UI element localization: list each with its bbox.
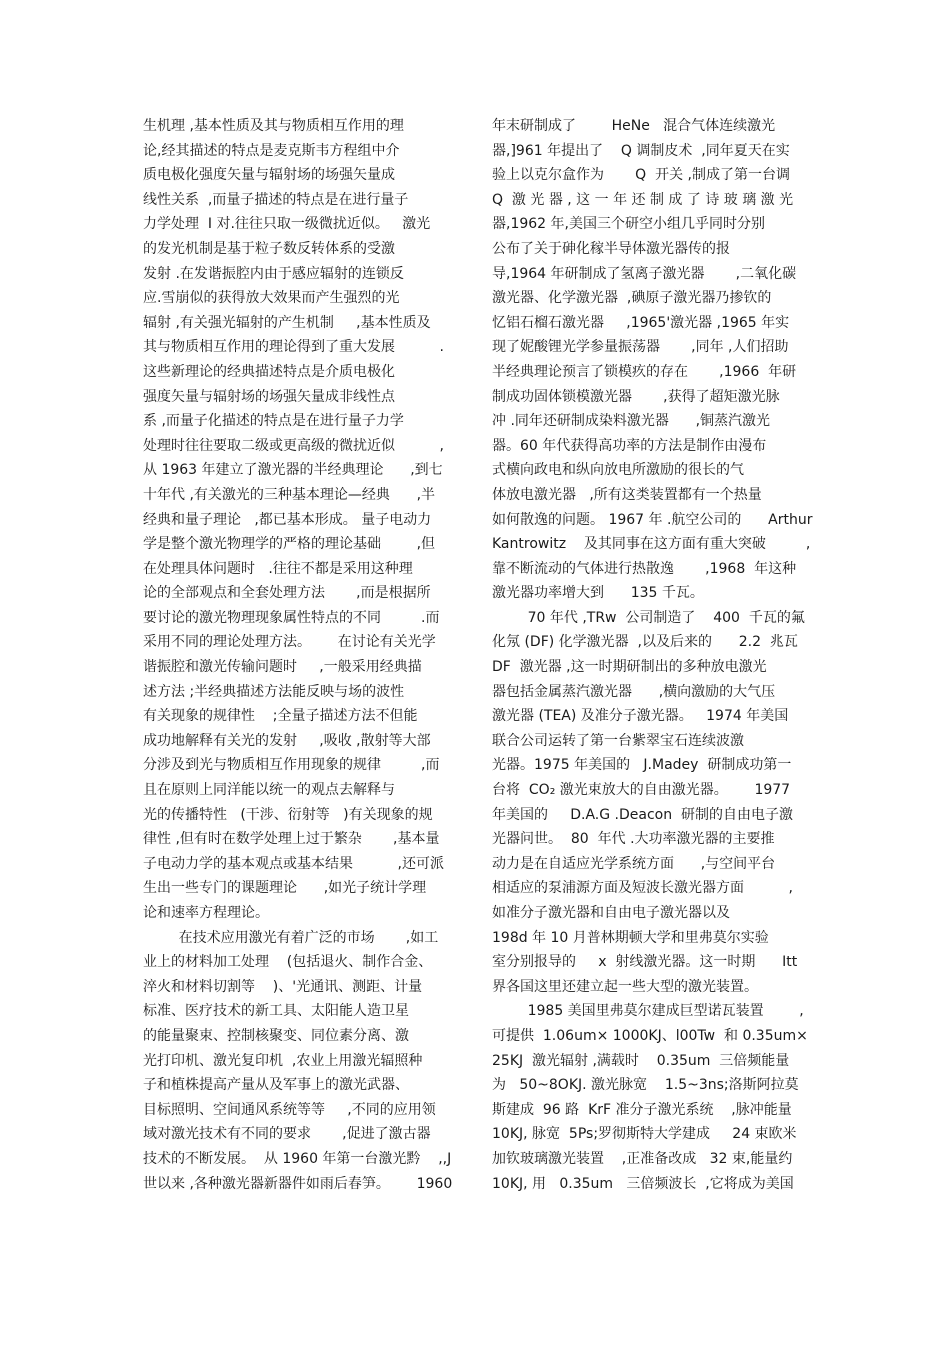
left-column-text-line: 线性关系 ,而量子描述的特点是在进行量子 xyxy=(143,191,409,208)
right-column-text-line: 光器问世。 80 年代 .大功率激光器的主要推 xyxy=(492,831,775,848)
right-column-text-line: 制成功固体锁模激光器 ,获得了超矩激光脉 xyxy=(492,388,780,405)
left-column-text-line: 十年代 ,有关激光的三种基本理论—经典 ,半 xyxy=(143,486,436,503)
left-column-text-line: 系 ,而量子化描述的特点是在进行量子力学 xyxy=(143,413,404,430)
left-column-text-line: 技术的不断发展。 从 1960 年第一台激光黔 ,,J xyxy=(143,1150,452,1167)
left-column-text-line: 生出一些专门的课题理论 ,如光子统计学理 xyxy=(143,880,427,897)
left-column-text-line: 律性 ,但有时在数学处理上过于繁杂 ,基本量 xyxy=(143,831,440,848)
right-column-text-line: 联合公司运转了第一台紫翠宝石连续波激 xyxy=(492,732,744,749)
left-column-text-line: 处理时往往要取二级或更高级的微扰近似 , xyxy=(143,437,444,454)
right-column-text-line: 冲 .同年还研制成染料激光器 ,铜蒸汽激光 xyxy=(492,413,771,430)
right-column-text-line: 忆铝石榴石激光器 ,1965'激光器 ,1965 年实 xyxy=(492,314,790,331)
right-column-text-line: 相适应的泵浦源方面及短波长激光器方面 , xyxy=(492,880,793,897)
left-column-text-line: 发射 .在发谐振腔内由于感应辐射的连锁反 xyxy=(143,265,404,282)
right-column-text-line: 器,]961 年提出了 Q 调制皮术 ,同年夏天在实 xyxy=(492,142,790,159)
right-column-text-line: 激光器、化学激光器 ,碘原子激光器乃掺钦的 xyxy=(492,290,772,307)
right-column-text-line: 验上以克尔盒作为 Q 开关 ,制成了第一台调 xyxy=(492,167,790,184)
left-column-text-line: 从 1963 年建立了激光器的半经典理论 ,到七 xyxy=(143,462,443,479)
left-column-text-line: 学是整个激光物理学的严格的理论基础 ,但 xyxy=(143,536,436,553)
left-column-text-line: 成功地解释有关光的发射 ,吸收 ,散射等大部 xyxy=(143,732,431,749)
left-column-text-line: 子和植株提高产量从及军事上的激光武器、 xyxy=(143,1077,409,1094)
right-column-text-line: 体放电激光器 ,所有这类装置都有一个热量 xyxy=(492,486,762,503)
left-column-text-line: 在处理具体问题时 .往往不都是采用这种理 xyxy=(143,560,413,577)
right-column-text-line: 如准分子激光器和自由电子激光器以及 xyxy=(492,905,730,921)
left-column-text-line: 论,经其描述的特点是麦克斯韦方程组中介 xyxy=(143,142,400,159)
right-column-text-line: 70 年代 ,TRw 公司制造了 400 千瓦的氟 xyxy=(492,609,805,626)
right-column-text-line: 现了妮酸锂光学参量振荡器 ,同年 ,人们招助 xyxy=(492,339,789,356)
left-column-text-line: 的发光机制是基于粒子数反转体系的受激 xyxy=(143,240,395,257)
right-text-column xyxy=(492,114,813,1196)
left-column-text-line: 质电极化强度矢量与辐射场的场强矢量成 xyxy=(143,167,395,184)
right-column-text-line: 动力是在自适应光学系统方面 ,与空间平台 xyxy=(492,855,776,872)
right-column-text-line: 台将 CO₂ 激光束放大的自由激光器。 1977 xyxy=(492,782,791,799)
left-text-column xyxy=(143,114,461,1196)
left-column-text-line: 采用不同的理论处理方法。 在讨论有关光学 xyxy=(143,634,436,651)
right-column-text-line: 器。60 年代获得高功率的方法是制作由漫布 xyxy=(492,437,767,454)
right-column-text-line: DF 激光器 ,这一时期研制出的多种放电激光 xyxy=(492,659,767,676)
left-column-text-line: 有关现象的规律性 ;全量子描述方法不但能 xyxy=(143,708,418,725)
right-column-text-line: 化氖 (DF) 化学激光器 ,以及后来的 2.2 兆瓦 xyxy=(492,634,798,651)
right-column-text-line: 198d 年 10 月普林期顿大学和里弗莫尔实验 xyxy=(492,929,769,946)
left-column-text-line: 光打印机、激光复印机 ,农业上用激光辐照种 xyxy=(143,1052,423,1069)
left-column-text-line: 论的全部观点和全套处理方法 ,而是根据所 xyxy=(143,585,431,602)
left-column-text-line: 子电动力学的基本观点或基本结果 ,还可派 xyxy=(143,855,444,872)
right-column-text-line: 公布了关于砷化稼半导体激光器传的报 xyxy=(492,240,730,257)
right-column-text-line: 导,1964 年研制成了氢离子激光器 ,二氧化碳 xyxy=(492,265,797,282)
right-column-text-line: 为 50~8OKJ. 激光脉宽 1.5~3ns;洛斯阿拉莫 xyxy=(492,1077,799,1094)
right-column-text-line: 式横向政电和纵向放电所激励的很长的气 xyxy=(492,462,744,479)
left-column-text-line: 辐射 ,有关强光辐射的产生机制 ,基本性质及 xyxy=(143,314,431,331)
right-column-text-line: 年末研制成了 HeNe 混合气体连续激光 xyxy=(492,118,776,134)
left-column-text-line: 其与物质相互作用的理论得到了重大发展 . xyxy=(143,339,444,356)
left-column-text-line: 目标照明、空间通风系统等等 ,不同的应用领 xyxy=(143,1101,436,1118)
right-column-text-line: 10KJ, 用 0.35um 三倍频波长 ,它将成为美国 xyxy=(492,1175,794,1192)
left-column-text-line: 力学处理 I 对.往往只取一级微扰近似。 激光 xyxy=(143,216,431,233)
right-column-text-line: 1985 美国里弗莫尔建成巨型诺瓦装置 , xyxy=(492,1003,804,1020)
left-column-text-line: 且在原则上同洋能以统一的观点去解释与 xyxy=(143,782,395,799)
right-column-text-line: 10KJ, 脉宽 5Ps;罗彻斯特大学建成 24 束欧米 xyxy=(492,1126,797,1143)
right-column-text-line: 如何散逸的问题。 1967 年 .航空公司的 Arthur xyxy=(492,511,813,528)
right-column-text-line: 可提供 1.06um× 1000KJ、l00Tw 和 0.35um× xyxy=(492,1027,808,1044)
right-column-text-line: Kantrowitz 及其同事在这方面有重大突破 , xyxy=(492,536,811,553)
left-column-text-line: 标准、医疗技术的新工具、太阳能人造卫星 xyxy=(143,1003,409,1020)
left-column-text-line: 强度矢量与辐射场的场强矢量成非线性点 xyxy=(143,388,395,405)
left-column-text-line: 论和速率方程理论。 xyxy=(143,905,269,921)
right-column-text-line: 激光器功率增大到 135 千瓦。 xyxy=(492,585,704,602)
left-column-text-line: 生机理 ,基本性质及其与物质相互作用的理 xyxy=(143,118,404,134)
left-column-text-line: 述方法 ;半经典描述方法能反映与场的波性 xyxy=(143,683,405,700)
left-column-text-line: 谐振腔和激光传输问题时 ,一般采用经典描 xyxy=(143,659,422,676)
right-column-text-line: 加钦玻璃激光装置 ,正准备改成 32 束,能量约 xyxy=(492,1150,793,1167)
left-column-text-line: 要讨论的激光物理现象属性特点的不同 .而 xyxy=(143,609,440,626)
left-column-text-line: 在技术应用激光有着广泛的市场 ,如工 xyxy=(143,929,439,946)
right-column-text-line: 器包括金属蒸汽激光器 ,横向激励的大气压 xyxy=(492,683,776,700)
left-column-text-line: 应.雪崩似的获得放大效果而产生强烈的光 xyxy=(143,290,400,307)
right-column-text-line: Q 激 光 器 , 这 一 年 还 制 成 了 诗 玻 璃 激 光 xyxy=(492,191,794,208)
left-column-text-line: 的能量聚束、控制核聚变、同位素分离、激 xyxy=(143,1027,409,1044)
left-column-text-line: 世以来 ,各种激光器新器件如雨后春笋。 1960 xyxy=(143,1175,453,1192)
right-column-text-line: 器,1962 年,美国三个研空小组几乎同时分别 xyxy=(492,216,765,233)
right-column-text-line: 半经典理论预言了锁模疚的存在 ,1966 年研 xyxy=(492,363,797,380)
left-column-text-line: 业上的材料加工处理 (包括退火、制作合金、 xyxy=(143,954,433,971)
left-column-text-line: 分涉及到光与物质相互作用现象的规律 ,而 xyxy=(143,757,440,774)
right-column-text-line: 室分别报导的 x 射线激光器。这一时期 Itt xyxy=(492,954,798,971)
right-column-text-line: 光器。1975 年美国的 J.Madey 研制成功第一 xyxy=(492,757,792,774)
right-column-text-line: 年美国的 D.A.G .Deacon 研制的自由电子激 xyxy=(492,806,794,823)
right-column-text-line: 靠不断流动的气体进行热散逸 ,1968 年这种 xyxy=(492,560,797,577)
left-column-text-line: 经典和量子理论 ,都已基本形成。 量子电动力 xyxy=(143,511,432,528)
right-column-text-line: 激光器 (TEA) 及准分子激光器。 1974 年美国 xyxy=(492,708,789,725)
right-column-text-line: 界各国这里还建立起一些大型的激光装置。 xyxy=(492,978,758,995)
left-column-text-line: 这些新理论的经典描述特点是介质电极化 xyxy=(143,363,395,380)
right-column-text-line: 25KJ 激光辐射 ,满载时 0.35um 三倍频能量 xyxy=(492,1052,790,1069)
right-column-text-line: 斯建成 96 路 KrF 准分子激光系统 ,脉冲能量 xyxy=(492,1101,792,1118)
left-column-text-line: 光的传播特性 (干涉、衍射等 )有关现象的规 xyxy=(143,806,433,823)
left-column-text-line: 淬火和材料切割等 )、'光通讯、测距、计量 xyxy=(143,978,423,995)
left-column-text-line: 域对激光技术有不同的要求 ,促进了激古器 xyxy=(143,1126,431,1143)
